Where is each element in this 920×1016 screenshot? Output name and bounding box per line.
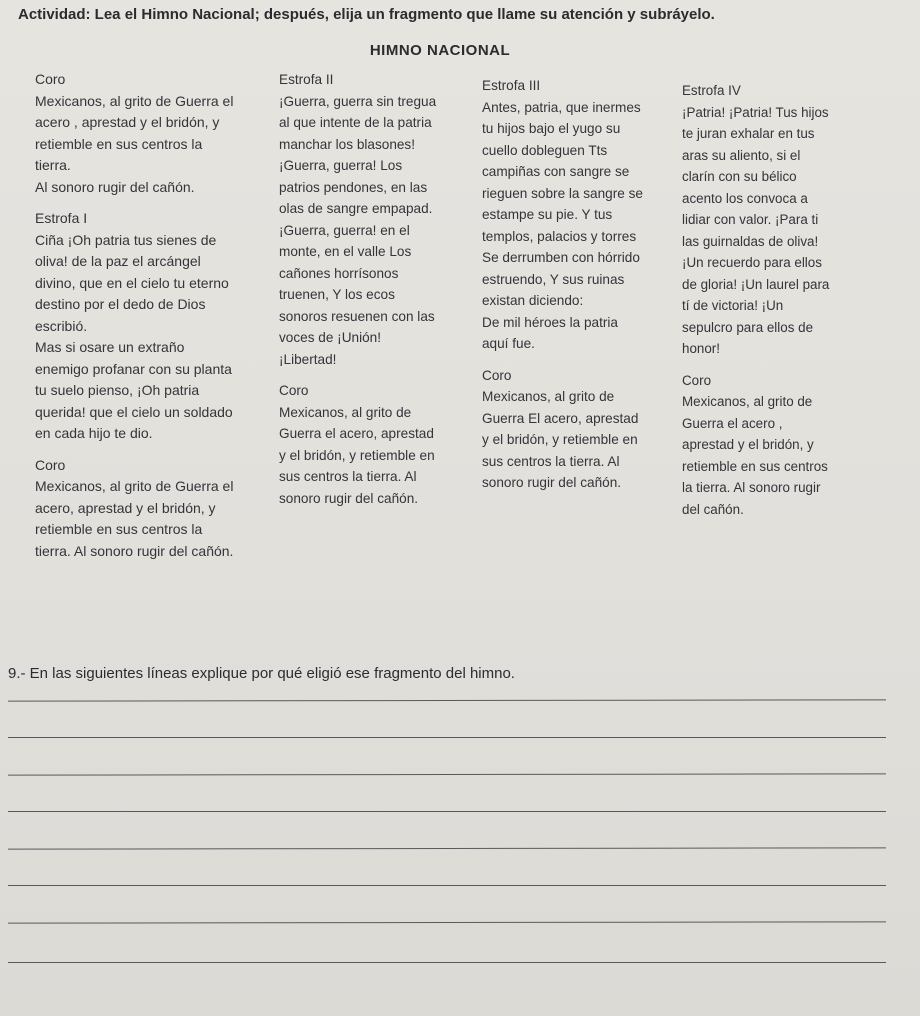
anthem-line[interactable]: destino por el dedo de Dios	[35, 296, 206, 312]
stanza-gap	[279, 370, 436, 380]
answer-line[interactable]	[8, 811, 886, 812]
anthem-line[interactable]: ¡Libertad!	[279, 351, 337, 367]
anthem-line[interactable]: retiemble en sus centros la	[35, 521, 203, 537]
anthem-line[interactable]: acento los convoca a	[682, 190, 808, 206]
anthem-line[interactable]: la tierra. Al sonoro rugir	[682, 480, 821, 495]
anthem-line[interactable]: tí de victoria! ¡Un	[682, 298, 784, 313]
anthem-line[interactable]: Mexicanos, al grito de	[682, 394, 813, 409]
anthem-line[interactable]: Coro	[35, 71, 66, 87]
anthem-line[interactable]: sonoros resuenen con las	[279, 308, 435, 324]
anthem-line[interactable]: aprestad y el bridón, y	[682, 437, 814, 452]
anthem-line[interactable]: ¡Guerra, guerra sin tregua	[279, 93, 437, 109]
anthem-line[interactable]: existan diciendo:	[482, 293, 584, 308]
anthem-line[interactable]: ¡Guerra, guerra! en el	[279, 222, 410, 238]
anthem-line[interactable]: lidiar con valor. ¡Para ti	[682, 212, 819, 227]
column-estrofa-3	[482, 75, 643, 494]
anthem-line[interactable]: clarín con su bélico	[682, 169, 797, 184]
anthem-line[interactable]: ¡Patria! ¡Patria! Tus hijos	[682, 104, 829, 120]
anthem-line[interactable]: y el bridón, y retiemble en	[482, 432, 638, 447]
anthem-line[interactable]: De mil héroes la patria	[482, 314, 618, 330]
anthem-line[interactable]: Mexicanos, al grito de Guerra el	[35, 92, 234, 109]
anthem-line[interactable]: Estrofa IV	[682, 83, 741, 98]
column-estrofa-4	[682, 80, 829, 520]
anthem-line[interactable]: monte, en el valle Los	[279, 244, 412, 259]
anthem-line[interactable]: Guerra el acero ,	[682, 415, 783, 431]
anthem-line[interactable]: retiemble en sus centros la	[35, 135, 203, 152]
anthem-line[interactable]: campiñas con sangre se	[482, 164, 630, 179]
answer-line[interactable]	[8, 737, 886, 738]
anthem-line[interactable]: aquí fue.	[482, 336, 535, 351]
question-9: 9.- En las siguientes líneas explique por qué eligió ese fragmento del himno.	[8, 665, 515, 682]
anthem-line[interactable]: acero , aprestad y el bridón, y	[35, 114, 220, 130]
anthem-line[interactable]: divino, que en el cielo tu eterno	[35, 274, 229, 291]
anthem-line[interactable]: sus centros la tierra. Al	[279, 469, 417, 484]
anthem-line[interactable]: honor!	[682, 341, 720, 356]
anthem-line[interactable]: tierra.	[35, 157, 71, 173]
anthem-line[interactable]: escribió.	[35, 317, 88, 334]
anthem-line[interactable]: Coro	[279, 383, 309, 398]
anthem-line[interactable]: retiemble en sus centros	[682, 458, 828, 474]
anthem-line[interactable]: Estrofa II	[279, 72, 334, 87]
anthem-line[interactable]: en cada hijo te dio.	[35, 425, 153, 441]
answer-line[interactable]	[8, 962, 886, 963]
column-estrofa-2	[279, 69, 436, 509]
anthem-line[interactable]: patrios pendones, en las	[279, 179, 428, 195]
anthem-line[interactable]: te juran exhalar en tus	[682, 126, 815, 141]
anthem-line[interactable]: Se derrumben con hórrido	[482, 250, 640, 265]
anthem-line[interactable]: estruendo, Y sus ruinas	[482, 271, 625, 287]
anthem-line[interactable]: oliva! de la paz el arcángel	[35, 253, 201, 269]
anthem-line[interactable]: cuello dobleguen Tts	[482, 142, 608, 158]
answer-line[interactable]	[8, 773, 886, 775]
anthem-line[interactable]: tierra. Al sonoro rugir del cañón.	[35, 542, 234, 559]
anthem-line[interactable]: Coro	[682, 372, 712, 388]
anthem-line[interactable]: Ciña ¡Oh patria tus sienes de	[35, 231, 217, 248]
anthem-title: HIMNO NACIONAL	[369, 42, 511, 59]
answer-line[interactable]	[8, 847, 886, 849]
anthem-line[interactable]: manchar los blasones!	[279, 136, 416, 152]
anthem-line[interactable]: Mexicanos, al grito de Guerra el	[35, 478, 234, 494]
anthem-line[interactable]: Estrofa III	[482, 78, 541, 93]
anthem-line[interactable]: cañones horrísonos	[279, 265, 399, 281]
anthem-line[interactable]: y el bridón, y retiemble en	[279, 447, 435, 463]
anthem-line[interactable]: Estrofa I	[35, 210, 88, 226]
anthem-line[interactable]: Guerra El acero, aprestad	[482, 410, 639, 426]
answer-line[interactable]	[8, 885, 886, 886]
anthem-line[interactable]: Antes, patria, que inermes	[482, 99, 641, 115]
anthem-line[interactable]: enemigo profanar con su planta	[35, 360, 232, 377]
anthem-line[interactable]: aras su aliento, si el	[682, 147, 801, 163]
stanza-gap	[35, 445, 233, 455]
anthem-line[interactable]: tu hijos bajo el yugo su	[482, 121, 621, 136]
anthem-line[interactable]: al que intente de la patria	[279, 115, 432, 130]
column-coro-estrofa-1	[35, 69, 233, 562]
anthem-line[interactable]: voces de ¡Unión!	[279, 330, 382, 345]
anthem-line[interactable]: templos, palacios y torres	[482, 228, 637, 244]
anthem-line[interactable]: Coro	[482, 367, 512, 383]
anthem-line[interactable]: sonoro rugir del cañón.	[482, 475, 622, 490]
stanza-gap	[682, 360, 829, 370]
anthem-line[interactable]: sepulcro para ellos de	[682, 319, 814, 335]
answer-line[interactable]	[8, 921, 886, 923]
anthem-line[interactable]: rieguen sobre la sangre se	[482, 185, 643, 201]
anthem-line[interactable]: estampe su pie. Y tus	[482, 207, 613, 222]
anthem-line[interactable]: Mas si osare un extraño	[35, 339, 185, 355]
stanza-gap	[35, 198, 233, 208]
anthem-line[interactable]: ¡Un recuerdo para ellos	[682, 255, 822, 270]
anthem-line[interactable]: Mexicanos, al grito de	[482, 389, 615, 404]
anthem-line[interactable]: tu suelo pienso, ¡Oh patria	[35, 382, 200, 398]
anthem-line[interactable]: sus centros la tierra. Al	[482, 453, 620, 469]
anthem-line[interactable]: Guerra el acero, aprestad	[279, 426, 434, 441]
anthem-line[interactable]: querida! que el cielo un soldado	[35, 403, 233, 420]
stanza-gap	[482, 355, 643, 365]
anthem-line[interactable]: Mexicanos, al grito de	[279, 404, 412, 420]
anthem-line[interactable]: ¡Guerra, guerra! Los	[279, 158, 403, 173]
anthem-line[interactable]: de gloria! ¡Un laurel para	[682, 276, 830, 292]
anthem-line[interactable]: Al sonoro rugir del cañón.	[35, 178, 195, 195]
anthem-line[interactable]: acero, aprestad y el bridón, y	[35, 499, 216, 516]
activity-instruction: Actividad: Lea el Himno Nacional; después, elija un fragmento que llame su atención y subráyelo.	[18, 6, 715, 23]
anthem-line[interactable]: Coro	[35, 456, 66, 473]
anthem-line[interactable]: truenen, Y los ecos	[279, 287, 395, 302]
answer-line[interactable]	[8, 699, 886, 701]
anthem-line[interactable]: del cañón.	[682, 501, 744, 517]
anthem-line[interactable]: las guirnaldas de oliva!	[682, 233, 819, 249]
anthem-line[interactable]: sonoro rugir del cañón.	[279, 490, 419, 506]
anthem-line[interactable]: olas de sangre empapad.	[279, 201, 433, 216]
